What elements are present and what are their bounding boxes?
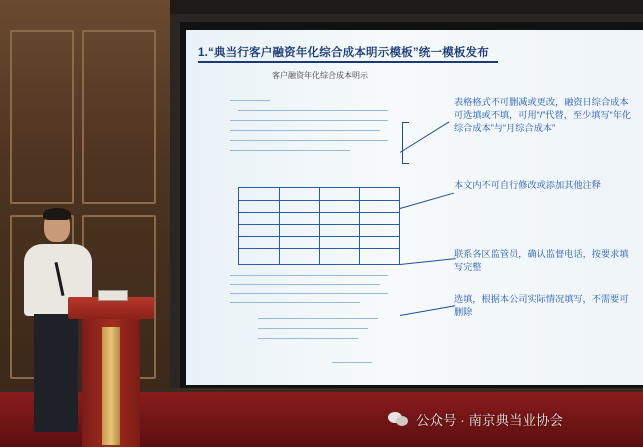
doc-line [258,328,368,329]
podium-post [102,327,120,445]
doc-line [230,140,388,141]
watermark-text: 公众号 · 南京典当业协会 [416,413,563,428]
doc-line [230,130,380,131]
wall-panel [82,30,156,204]
watermark [388,408,563,430]
doc-line [230,100,270,101]
table-rule [319,188,320,264]
doc-line [238,110,388,111]
doc-line [230,284,380,285]
table-rule [279,188,280,264]
doc-line [230,150,350,151]
podium [68,297,154,447]
cost-table [238,187,400,265]
annotation-bracket [402,122,409,164]
annotation-optional: 选填，根据本公司实际情况填写，不需要可删除 [454,294,629,317]
doc-line [230,302,360,303]
doc-line [230,275,388,276]
annotation-no-edit: 本文内不可自行修改或添加其他注释 [454,180,601,190]
slide-title: 1.“典当行客户融资年化综合成本明示模板”统一模板发布 [198,47,489,59]
wall-panel [10,30,74,204]
title-underline [198,61,498,63]
doc-line [230,120,388,121]
doc-line [258,318,378,319]
doc-line [258,338,358,339]
wechat-icon [388,410,410,428]
annotation-pointer [400,258,456,265]
table-rule [359,188,360,264]
annotation-pointer [400,193,454,209]
document-template [222,70,400,375]
annotation-pointer [400,305,455,316]
projected-slide [186,30,643,385]
annotation-format: 表格格式不可删减或更改，融资日综合成本可选填或不填，可用“/”代替，至少填写“年化综合成本”与“月综合成本” [454,97,632,133]
annotation-contact: 联系各区监管员，确认监督电话，按要求填写完整 [454,249,629,272]
doc-line [230,293,388,294]
document-title: 客户融资年化综合成本明示 [272,71,368,80]
nameplate [98,290,128,301]
doc-line [332,362,372,363]
speaker-hair [43,208,71,220]
